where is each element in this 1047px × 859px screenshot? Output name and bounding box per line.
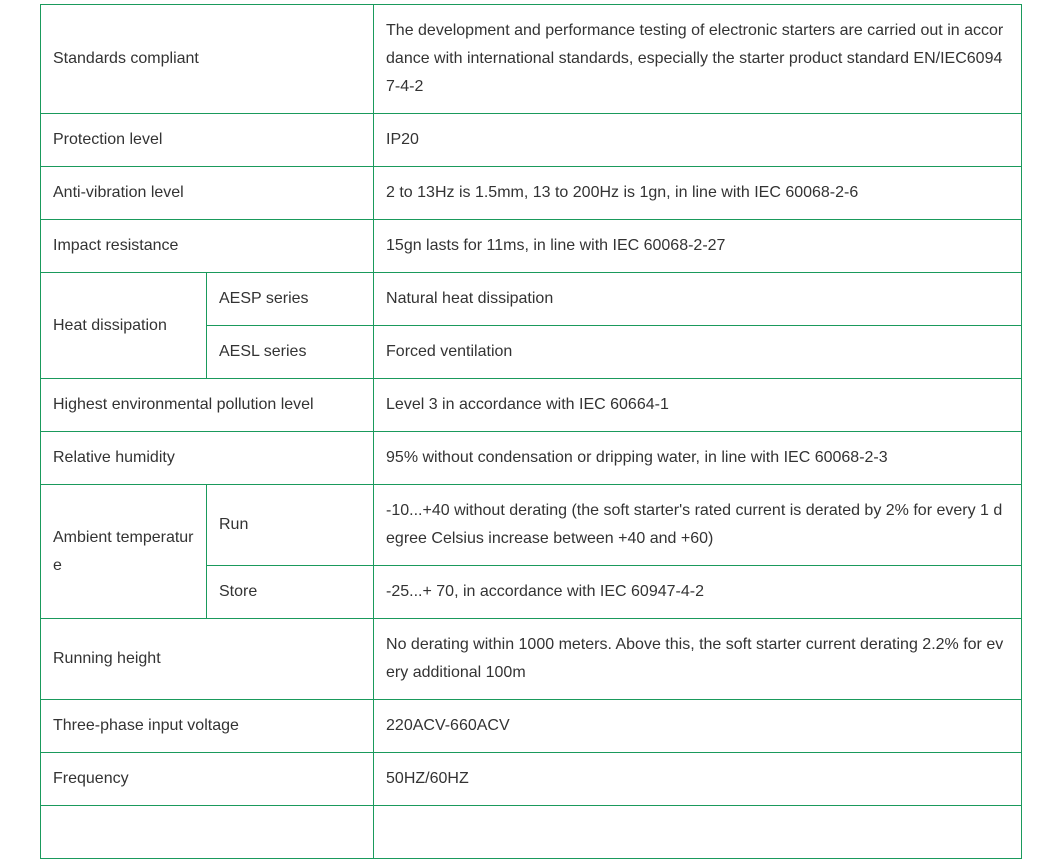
spec-value: -25...+ 70, in accordance with IEC 60947-4-2 bbox=[374, 566, 1022, 619]
table-row bbox=[41, 619, 1022, 700]
spec-value: -10...+40 without derating (the soft starter's rated current is derated by 2% for every 1 degree Celsius increase between +40 and +60) bbox=[374, 485, 1022, 566]
table-row bbox=[41, 273, 1022, 326]
spec-value: The development and performance testing of electronic starters are carried out in accordance with international standards, especially the starter product standard EN/IEC60947-4-2 bbox=[374, 5, 1022, 114]
spec-sub-label: Store bbox=[207, 566, 374, 619]
spec-value: 2 to 13Hz is 1.5mm, 13 to 200Hz is 1gn, in line with IEC 60068-2-6 bbox=[374, 167, 1022, 220]
spec-value: 220ACV-660ACV bbox=[374, 700, 1022, 753]
spec-label: Protection level bbox=[41, 114, 374, 167]
spec-value: Level 3 in accordance with IEC 60664-1 bbox=[374, 379, 1022, 432]
spec-value: 95% without condensation or dripping water, in line with IEC 60068-2-3 bbox=[374, 432, 1022, 485]
table-row bbox=[41, 114, 1022, 167]
table-row bbox=[41, 220, 1022, 273]
spec-value: Natural heat dissipation bbox=[374, 273, 1022, 326]
spec-value: 50HZ/60HZ bbox=[374, 753, 1022, 806]
spec-value: 15gn lasts for 11ms, in line with IEC 60068-2-27 bbox=[374, 220, 1022, 273]
spec-value: No derating within 1000 meters. Above this, the soft starter current derating 2.2% for every additional 100m bbox=[374, 619, 1022, 700]
table-row bbox=[41, 167, 1022, 220]
spec-label: Highest environmental pollution level bbox=[41, 379, 374, 432]
spec-label: Running height bbox=[41, 619, 374, 700]
spec-value: IP20 bbox=[374, 114, 1022, 167]
specification-table bbox=[40, 4, 1022, 859]
spec-label: Frequency bbox=[41, 753, 374, 806]
table-row bbox=[41, 753, 1022, 806]
spec-label: Relative humidity bbox=[41, 432, 374, 485]
spec-label: Anti-vibration level bbox=[41, 167, 374, 220]
spec-value: Forced ventilation bbox=[374, 326, 1022, 379]
spec-value bbox=[374, 806, 1022, 859]
table-row bbox=[41, 485, 1022, 566]
spec-label bbox=[41, 806, 374, 859]
table-row bbox=[41, 379, 1022, 432]
table-row bbox=[41, 5, 1022, 114]
table-row bbox=[41, 806, 1022, 859]
spec-label: Ambient temperature bbox=[41, 485, 207, 619]
spec-sub-label: AESP series bbox=[207, 273, 374, 326]
spec-label: Heat dissipation bbox=[41, 273, 207, 379]
table-row bbox=[41, 432, 1022, 485]
spec-sub-label: Run bbox=[207, 485, 374, 566]
spec-label: Impact resistance bbox=[41, 220, 374, 273]
spec-label: Standards compliant bbox=[41, 5, 374, 114]
table-row bbox=[41, 700, 1022, 753]
spec-label: Three-phase input voltage bbox=[41, 700, 374, 753]
spec-sub-label: AESL series bbox=[207, 326, 374, 379]
